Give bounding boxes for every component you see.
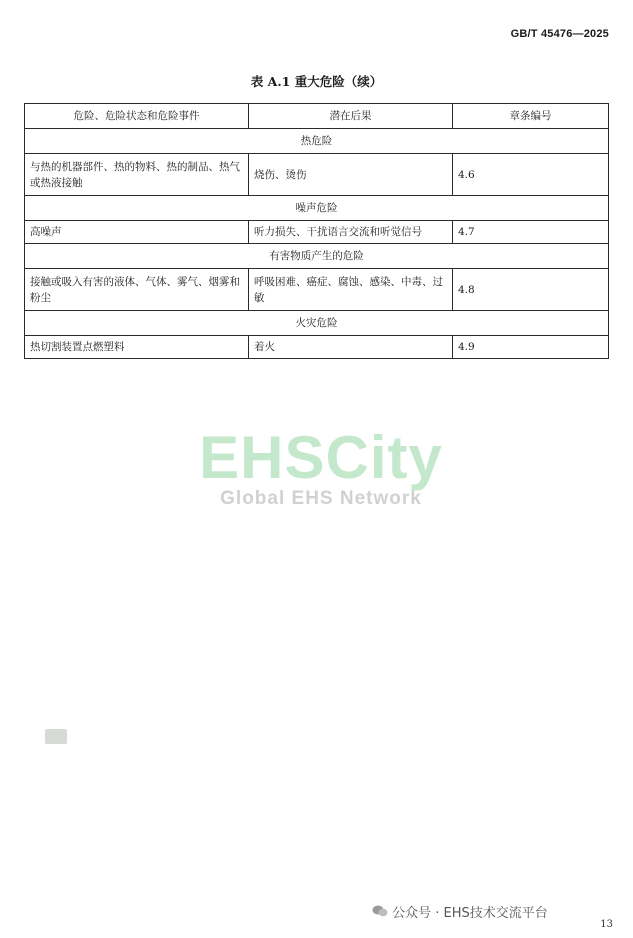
column-header: 潜在后果 <box>249 104 453 129</box>
table-caption: 表 A.1 重大危险（续） <box>250 74 383 89</box>
group-title: 噪声危险 <box>25 196 609 221</box>
group-title: 热危险 <box>25 129 609 154</box>
wechat-text: 公众号 · EHS技术交流平台 <box>392 906 548 921</box>
hazard-cell: 接触或吸入有害的液体、气体、雾气、烟雾和粉尘 <box>25 269 249 311</box>
table-row <box>25 154 609 196</box>
table-row <box>25 269 609 311</box>
consequence-cell: 烧伤、烫伤 <box>249 154 453 196</box>
clause-cell: 4.6 <box>453 154 609 196</box>
hazard-cell: 高噪声 <box>25 221 249 244</box>
group-row <box>25 244 609 269</box>
page-number: 13 <box>600 919 613 930</box>
watermark <box>176 424 466 510</box>
group-row <box>25 311 609 336</box>
table-header-row <box>25 104 609 129</box>
column-header: 章条编号 <box>453 104 609 129</box>
consequence-cell: 呼吸困难、癌症、腐蚀、感染、中毒、过敏 <box>249 269 453 311</box>
column-header: 危险、危险状态和危险事件 <box>25 104 249 129</box>
consequence-cell: 着火 <box>249 336 453 359</box>
group-row <box>25 196 609 221</box>
hazard-cell: 热切割装置点燃塑料 <box>25 336 249 359</box>
watermark-logo: EHSCity <box>199 424 443 491</box>
group-title: 火灾危险 <box>25 311 609 336</box>
group-row <box>25 129 609 154</box>
clause-cell: 4.7 <box>453 221 609 244</box>
footer-wechat-mark <box>372 902 548 921</box>
standard-number: GB/T 45476—2025 <box>510 28 609 40</box>
watermark-badge-icon <box>45 729 67 744</box>
group-title: 有害物质产生的危险 <box>25 244 609 269</box>
wechat-icon <box>372 905 388 917</box>
table-row <box>25 221 609 244</box>
watermark-subtitle: Global EHS Network <box>220 488 422 509</box>
hazard-cell: 与热的机器部件、热的物料、热的制品、热气或热液接触 <box>25 154 249 196</box>
consequence-cell: 听力损失、干扰语言交流和听觉信号 <box>249 221 453 244</box>
clause-cell: 4.9 <box>453 336 609 359</box>
table-row <box>25 336 609 359</box>
hazard-table <box>24 103 609 359</box>
clause-cell: 4.8 <box>453 269 609 311</box>
